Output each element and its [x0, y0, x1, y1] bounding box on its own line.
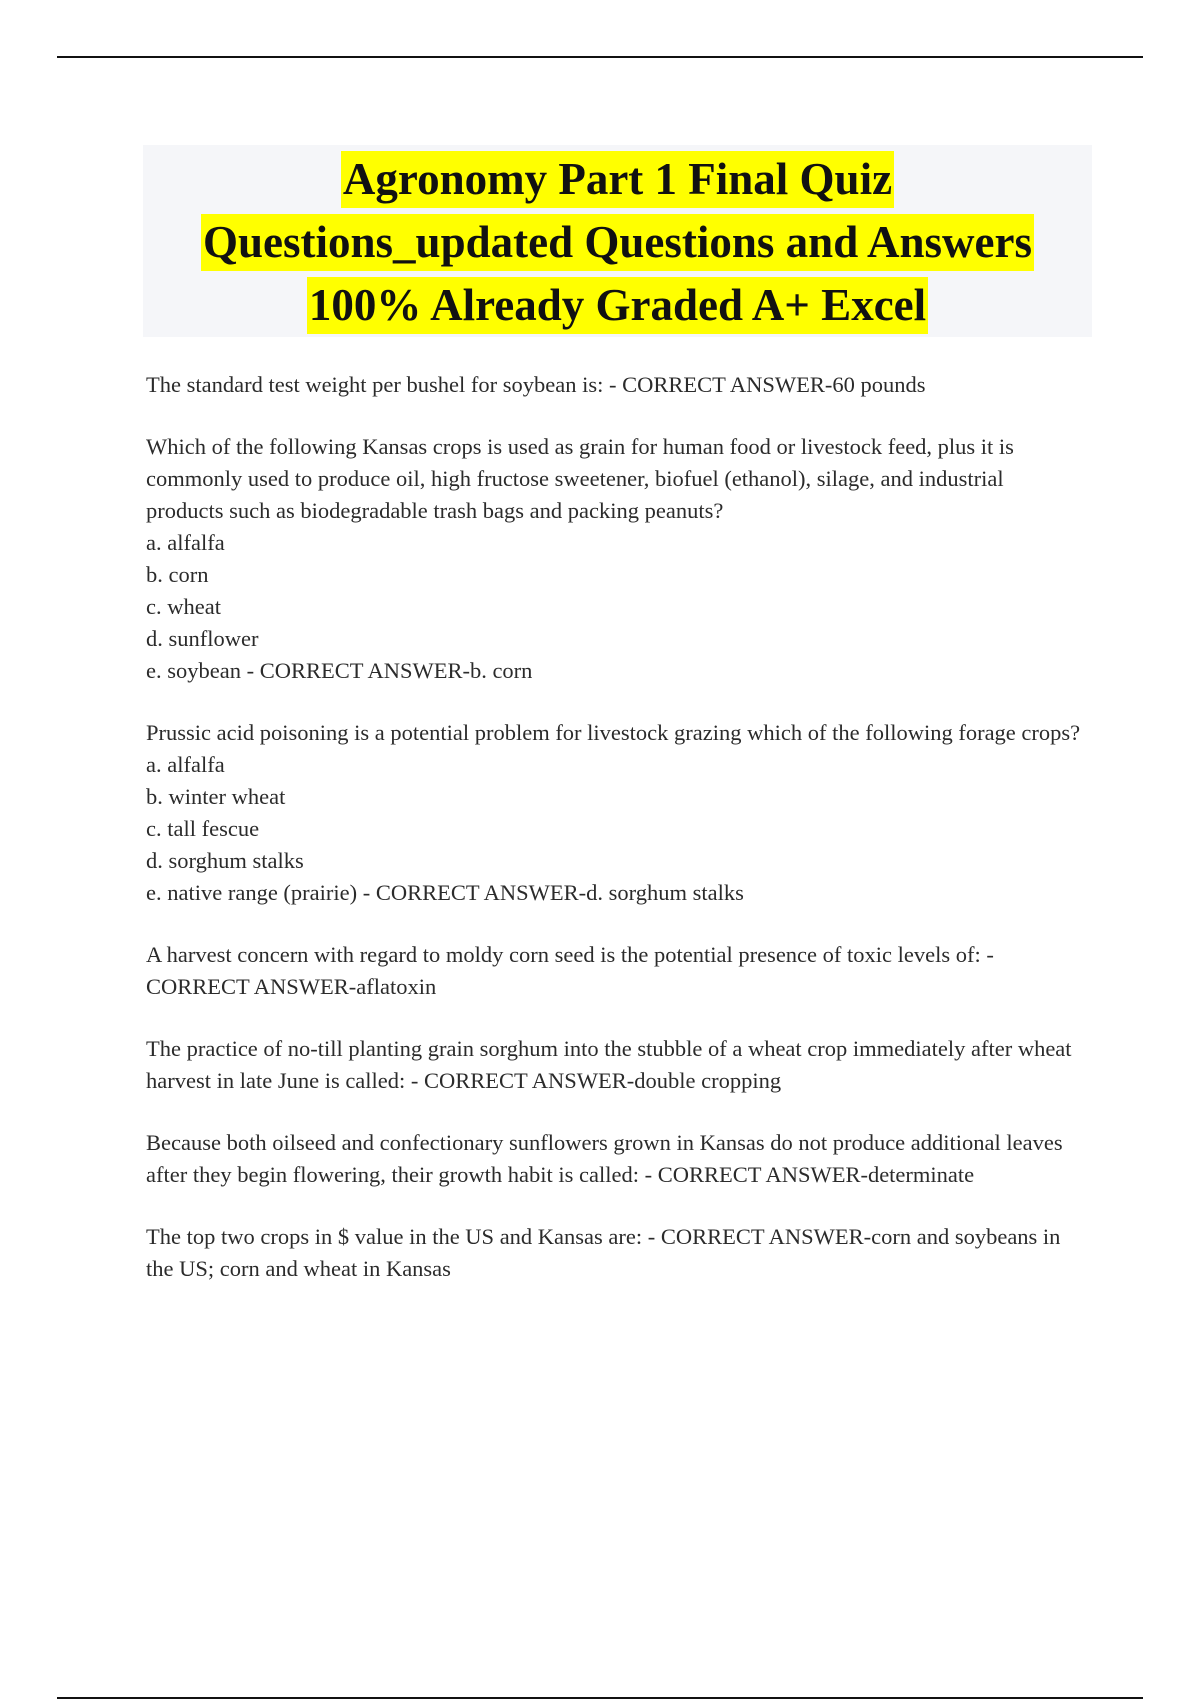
question-text: A harvest concern with regard to moldy corn seed is the potential presence of toxic levels of: - CORRECT ANSWER-aflatoxin — [146, 942, 994, 999]
qa-item — [146, 717, 1086, 909]
document-title — [143, 145, 1092, 337]
document-body — [146, 369, 1086, 1315]
title-line-3: 100% Already Graded A+ Excel — [307, 277, 928, 334]
answer-option: d. sunflower — [146, 626, 259, 651]
question-text: The standard test weight per bushel for soybean is: - CORRECT ANSWER-60 pounds — [146, 372, 926, 397]
answer-option: c. tall fescue — [146, 816, 260, 841]
question-text: The practice of no-till planting grain sorghum into the stubble of a wheat crop immediately after wheat harvest in late June is called: - CORRECT ANSWER-double cropping — [146, 1036, 1072, 1093]
qa-item — [146, 939, 1086, 1003]
footer-rule — [57, 1697, 1143, 1699]
qa-item — [146, 1033, 1086, 1097]
answer-option: a. alfalfa — [146, 530, 225, 555]
answer-option: b. winter wheat — [146, 784, 286, 809]
header-rule — [57, 56, 1143, 58]
qa-item — [146, 431, 1086, 687]
title-line-1: Agronomy Part 1 Final Quiz — [341, 151, 894, 208]
answer-option: c. wheat — [146, 594, 221, 619]
title-line-2: Questions_updated Questions and Answers — [201, 214, 1034, 271]
question-text: Because both oilseed and confectionary sunflowers grown in Kansas do not produce additional leaves after they begin flowering, their growth habit is called: - CORRECT ANSWER-determinate — [146, 1130, 1063, 1187]
qa-item — [146, 369, 1086, 401]
answer-option: e. native range (prairie) - CORRECT ANSWER-d. sorghum stalks — [146, 880, 744, 905]
question-text: Which of the following Kansas crops is used as grain for human food or livestock feed, plus it is commonly used to produce oil, high fructose sweetener, biofuel (ethanol), silage, and industrial products such as biodegradable trash bags and packing peanuts? — [146, 434, 1014, 523]
answer-option: a. alfalfa — [146, 752, 225, 777]
answer-option: d. sorghum stalks — [146, 848, 304, 873]
answer-option: b. corn — [146, 562, 209, 587]
question-text: Prussic acid poisoning is a potential problem for livestock grazing which of the following forage crops? — [146, 720, 1081, 745]
question-text: The top two crops in $ value in the US and Kansas are: - CORRECT ANSWER-corn and soybeans in the US; corn and wheat in Kansas — [146, 1224, 1061, 1281]
answer-option: e. soybean - CORRECT ANSWER-b. corn — [146, 658, 533, 683]
qa-item — [146, 1127, 1086, 1191]
qa-item — [146, 1221, 1086, 1285]
